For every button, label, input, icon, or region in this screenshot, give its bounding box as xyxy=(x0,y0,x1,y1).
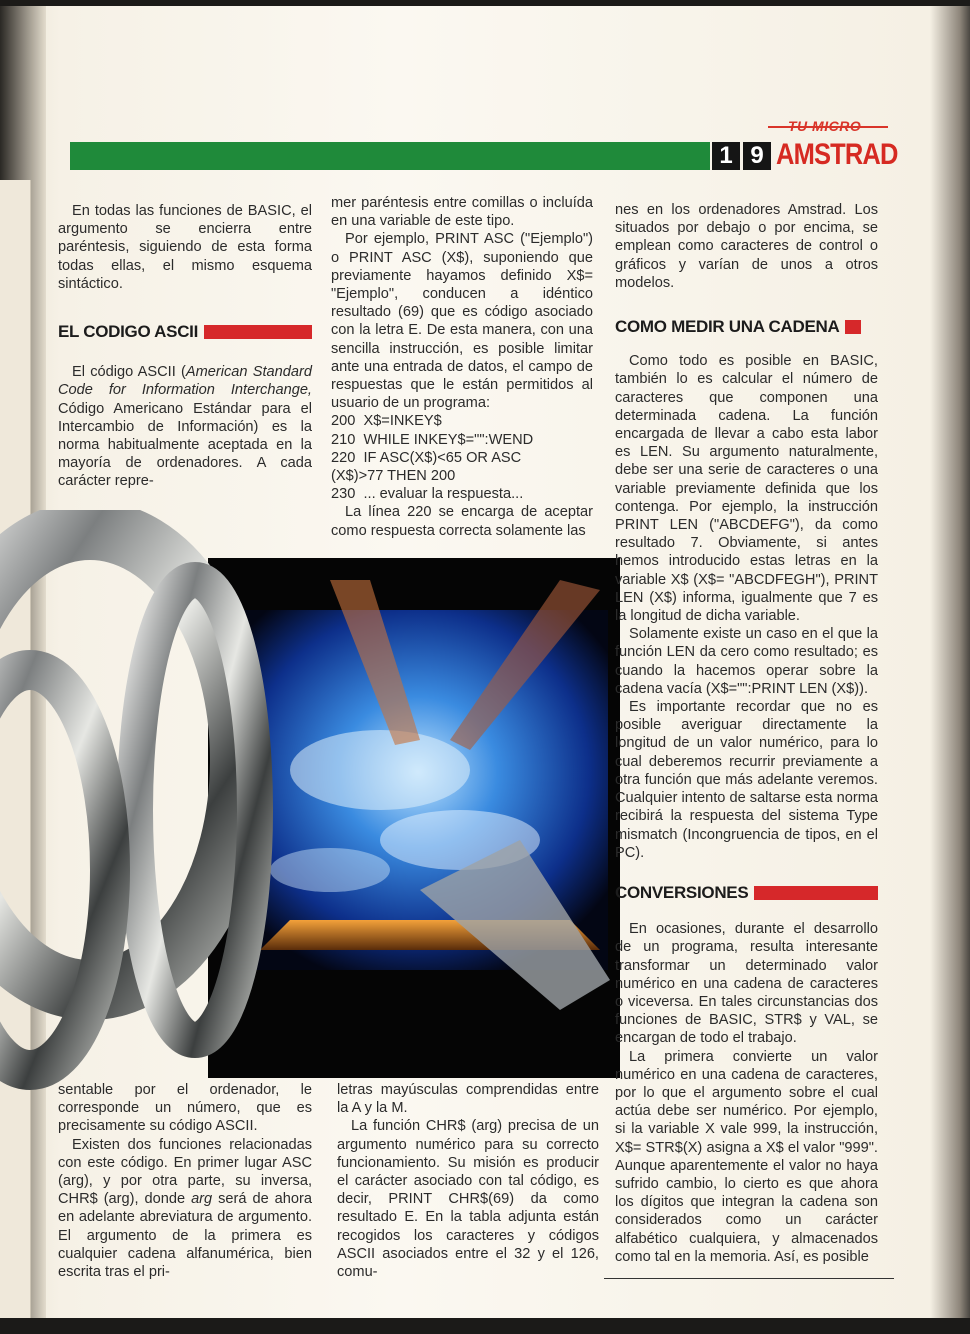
issue-digit-1: 1 xyxy=(712,142,740,170)
paragraph: La función CHR$ (arg) precisa de un argumento numérico para su correcto funcionamiento. Su misión es producir el carácter asociado con tal código, es decir, PRINT CHR$(69) da como resultado E. En la tabla adjunta están recogidos los caracteres y códigos ASCII asociados entre el 32 y el 126, comu- xyxy=(337,1118,599,1281)
heading-accent-bar xyxy=(204,325,312,339)
cloud-1 xyxy=(290,730,470,810)
column-2-top xyxy=(331,194,593,540)
paragraph: Solamente existe un caso en el que la función LEN da cero como resultado; es cuando la hacemos operar sobre la cadena vacía (X$="":PRINT LEN (X$)). xyxy=(615,626,878,697)
text-run: El código ASCII ( xyxy=(72,364,186,381)
paragraph: letras mayúsculas comprendidas entre la A y la M. xyxy=(337,1082,599,1117)
paragraph: En todas las funciones de BASIC, el argumento se encierra entre paréntesis, siguiendo de esta forma todas ellas, el mismo esquema sintáctico. xyxy=(58,203,312,292)
paragraph: La línea 220 se encarga de aceptar como respuesta correcta solamente las xyxy=(331,504,593,539)
code-line: 200 X$=INKEY$ xyxy=(331,413,442,430)
text-run: será de ahora en adelante abreviatura de argumento. El argumento de la primera es cualquier cadena alfanumérica, bien escrita tras el pri- xyxy=(58,1191,312,1281)
paragraph: En ocasiones, durante el desarrollo de un programa, resulta interesante transformar un determinado valor numérico en una cadena de caracteres o viceversa. En tales circunstancias dos funciones de BASIC, STR$ y VAL, se encargan de todo el trabajo. xyxy=(615,921,878,1047)
scan-top-border xyxy=(0,0,970,6)
heading-text: CONVERSIONES xyxy=(615,882,749,902)
paragraph: La primera convierte un valor numérico en una cadena de caracteres, por lo que el argumento sobre el cual actúa debe ser numérico. Por ejemplo, si la variable X vale 999, la instrucción, X$= STR$(X) asigna a X$ el valor "999". Aunque aparentemente el valor no haya sufrido cambio, lo cierto es que ahora los dígitos que integran la cadena son considerados como un carácter alfabético cualquiera, y almacenados como tal en la memoria. Así, es posible xyxy=(615,1048,878,1265)
column-1-top xyxy=(58,202,312,491)
heading-text: EL CODIGO ASCII xyxy=(58,322,199,342)
paragraph: Como todo es posible en BASIC, también lo es calcular el número de caracteres que componen una determinada cadena. La función encargada de llevar a cabo esta labor es LEN. Su argumento naturalmente, debe ser una serie de caracteres o una variable previamente definida que los contenga. Por ejemplo, la instrucción PRINT LEN ("ABCDEFG"), da como resultado 7. Obviamente, si antes hemos introducido estas letras en la variable X$ (X$= "ABCDFEGH"), PRINT LEN (X$) informa, igualmente que 7 es la longitud de dicha variable. xyxy=(615,353,878,625)
tagline: TU MICRO xyxy=(788,118,862,134)
paragraph xyxy=(58,363,312,490)
paragraph: nes en los ordenadores Amstrad. Los situados por debajo o por encima, se emplean como caracteres de control o gráficos y varían de unos a otros modelos. xyxy=(615,202,878,291)
column-1-bottom xyxy=(58,1081,312,1281)
issue-digit-2: 9 xyxy=(743,142,771,170)
page-bottom-rule xyxy=(604,1278,894,1279)
column-2-bottom xyxy=(337,1081,599,1281)
chrome-rings-illustration xyxy=(0,510,620,1090)
text-run: Código Americano Estándar para el Intercambio de Información) es la norma habitualmente aceptada en la mayoría de ordenadores. A cada carácter repre- xyxy=(58,400,312,490)
scan-bottom-border xyxy=(0,1318,970,1334)
heading-accent-bar xyxy=(845,320,861,334)
paragraph: mer paréntesis entre comillas o incluída en una variable de este tipo. xyxy=(331,195,593,230)
heading-text: COMO MEDIR UNA CADENA xyxy=(615,317,840,337)
illustration xyxy=(0,510,620,1090)
code-line: 230 ... evaluar la respuesta... xyxy=(331,486,524,503)
paragraph: Por ejemplo, PRINT ASC ("Ejemplo") o PRINT ASC (X$), suponiendo que previamente hayamos definido X$= "Ejemplo", conducen a idéntico resultado (69) que es código asociado con la letra E. De esta manera, con una sencilla instrucción, es posible limitar ante una entrada de datos, el campo de respuestas que le están permitidos al usuario de un programa: xyxy=(331,231,593,412)
text-run: Existen dos funciones relacionadas con este código. En primer lugar ASC (arg), y por otra parte, su inversa, CHR$ (arg), donde xyxy=(58,1136,312,1208)
section-heading-ascii xyxy=(58,323,312,341)
column-3 xyxy=(615,201,878,1266)
italic-text: American Standard Code for Information Interchange, xyxy=(58,364,312,399)
cloud-3 xyxy=(270,848,390,892)
code-line: 210 WHILE INKEY$="":WEND xyxy=(331,431,534,448)
paragraph: Es importante recordar que no es posible averiguar directamente la longitud de un valor numérico, para lo cual deberemos recurrir previamente a otra función que más adelante veremos. Cualquier intento de saltarse esta norma recibirá la respuesta del sistema Type mismatch (Incongruencia de tipos, en el PC). xyxy=(615,699,878,861)
heading-accent-bar xyxy=(754,886,878,900)
paragraph xyxy=(58,1136,312,1282)
paragraph: sentable por el ordenador, le corresponde un número, que es precisamente su código ASCII. xyxy=(58,1082,312,1135)
italic-text: arg xyxy=(191,1191,213,1208)
code-line: (X$)>77 THEN 200 xyxy=(331,468,456,485)
header-green-bar xyxy=(70,142,710,170)
section-heading-conversiones xyxy=(615,884,878,902)
issue-number xyxy=(712,142,771,170)
brand-logo: AMSTRAD xyxy=(776,138,898,171)
section-heading-len xyxy=(615,318,878,336)
code-line: 220 IF ASC(X$)<65 OR ASC xyxy=(331,449,522,466)
